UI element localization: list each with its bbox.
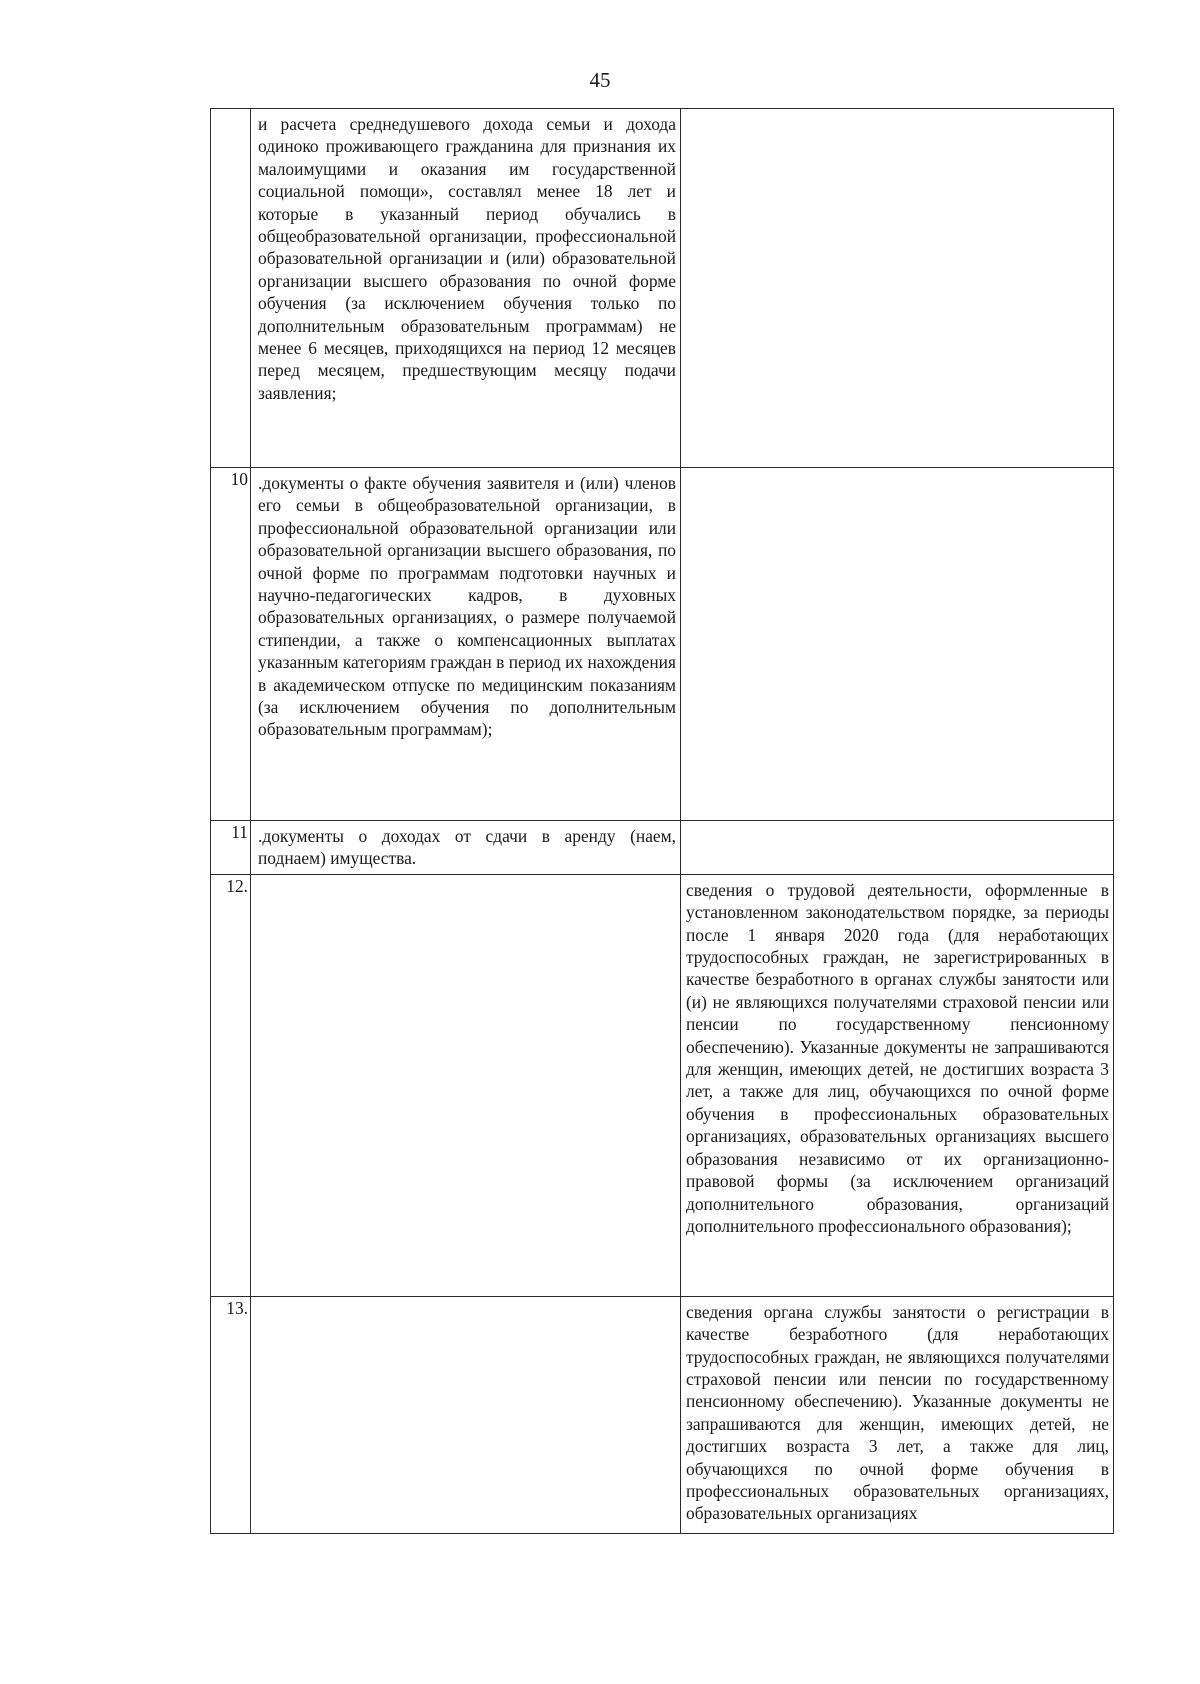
- table-cell-requested-documents: [681, 1296, 1114, 1533]
- row-number: 12.: [211, 874, 251, 1296]
- table-cell-applicant-documents: [251, 821, 681, 875]
- table-cell-requested-documents: [681, 821, 1114, 875]
- table-cell-requested-documents: [681, 109, 1114, 468]
- cell-text: [251, 875, 680, 883]
- table-row: [211, 874, 1114, 1296]
- row-number: 11: [211, 821, 251, 875]
- table-cell-applicant-documents: [251, 109, 681, 468]
- table-row: [211, 1296, 1114, 1533]
- page-number: 45: [589, 68, 611, 92]
- table-cell-applicant-documents: [251, 874, 681, 1296]
- cell-text: [251, 1297, 680, 1305]
- cell-text: [681, 109, 1113, 117]
- cell-text: сведения органа службы занятости о регистрации в качестве безработного (для неработающих трудоспособных граждан, не являющихся получателями страховой пенсии или пенсии по государственному пенсионному обеспечению). Указанные документы не запрашиваются для женщин, имеющих детей, не достигших возраста 3 лет, а также для лиц, обучающихся по очной форме обучения в профессиональных образовательных организациях, образовательных организациях: [686, 1301, 1109, 1524]
- cell-text: .документы о факте обучения заявителя и (или) членов его семьи в общеобразовательной организации, в профессиональной образовательной организации или образовательной организации высшего образования, по очной форме по программам подготовки научных и научно-педагогических кадров, в духовных образовательных организациях, о размере получаемой стипендии, а также о компенсационных выплатах указанным категориям граждан в период их нахождения в академическом отпуске по медицинским показаниям (за исключением обучения по дополнительным образовательным программам);: [258, 473, 676, 740]
- table-cell-applicant-documents: [251, 1296, 681, 1533]
- row-number: [211, 109, 251, 468]
- table-cell-requested-documents: [681, 468, 1114, 821]
- row-number: 10: [211, 468, 251, 821]
- cell-text: сведения о трудовой деятельности, оформленные в установленном законодательством порядке, за периоды после 1 января 2020 года (для неработающих трудоспособных граждан, не зарегистрированных в качестве безработного в органах службы занятости или (и) не являющихся получателями страховой пенсии или пенсии по государственному пенсионному обеспечению). Указанные документы не запрашиваются для женщин, имеющих детей, не достигших возраста 3 лет, а также для лиц, обучающихся по очной форме обучения в профессиональных образовательных организациях, образовательных организациях высшего образования независимо от их организационно-правовой формы (за исключением организаций дополнительного образования, организаций дополнительного профессионального образования);: [686, 879, 1109, 1236]
- row-number: 13.: [211, 1296, 251, 1533]
- table-row: [211, 109, 1114, 468]
- table-cell-requested-documents: [681, 874, 1114, 1296]
- table-cell-applicant-documents: [251, 468, 681, 821]
- documents-table: [210, 108, 1114, 1534]
- cell-text: [681, 821, 1113, 829]
- table-row: [211, 468, 1114, 821]
- table-row: [211, 821, 1114, 875]
- cell-text: и расчета среднедушевого дохода семьи и дохода одиноко проживающего гражданина для признания их малоимущими и оказания им государственной социальной помощи», составлял менее 18 лет и которые в указанный период обучались в общеобразовательной организации, профессиональной образовательной организации и (или) образовательной организации высшего образования по очной форме обучения (за исключением обучения только по дополнительным образовательным программам) не менее 6 месяцев, приходящихся на период 12 месяцев перед месяцем, предшествующим месяцу подачи заявления;: [258, 114, 676, 403]
- cell-text: .документы о доходах от сдачи в аренду (наем, поднаем) имущества.: [258, 826, 676, 869]
- cell-text: [681, 468, 1113, 476]
